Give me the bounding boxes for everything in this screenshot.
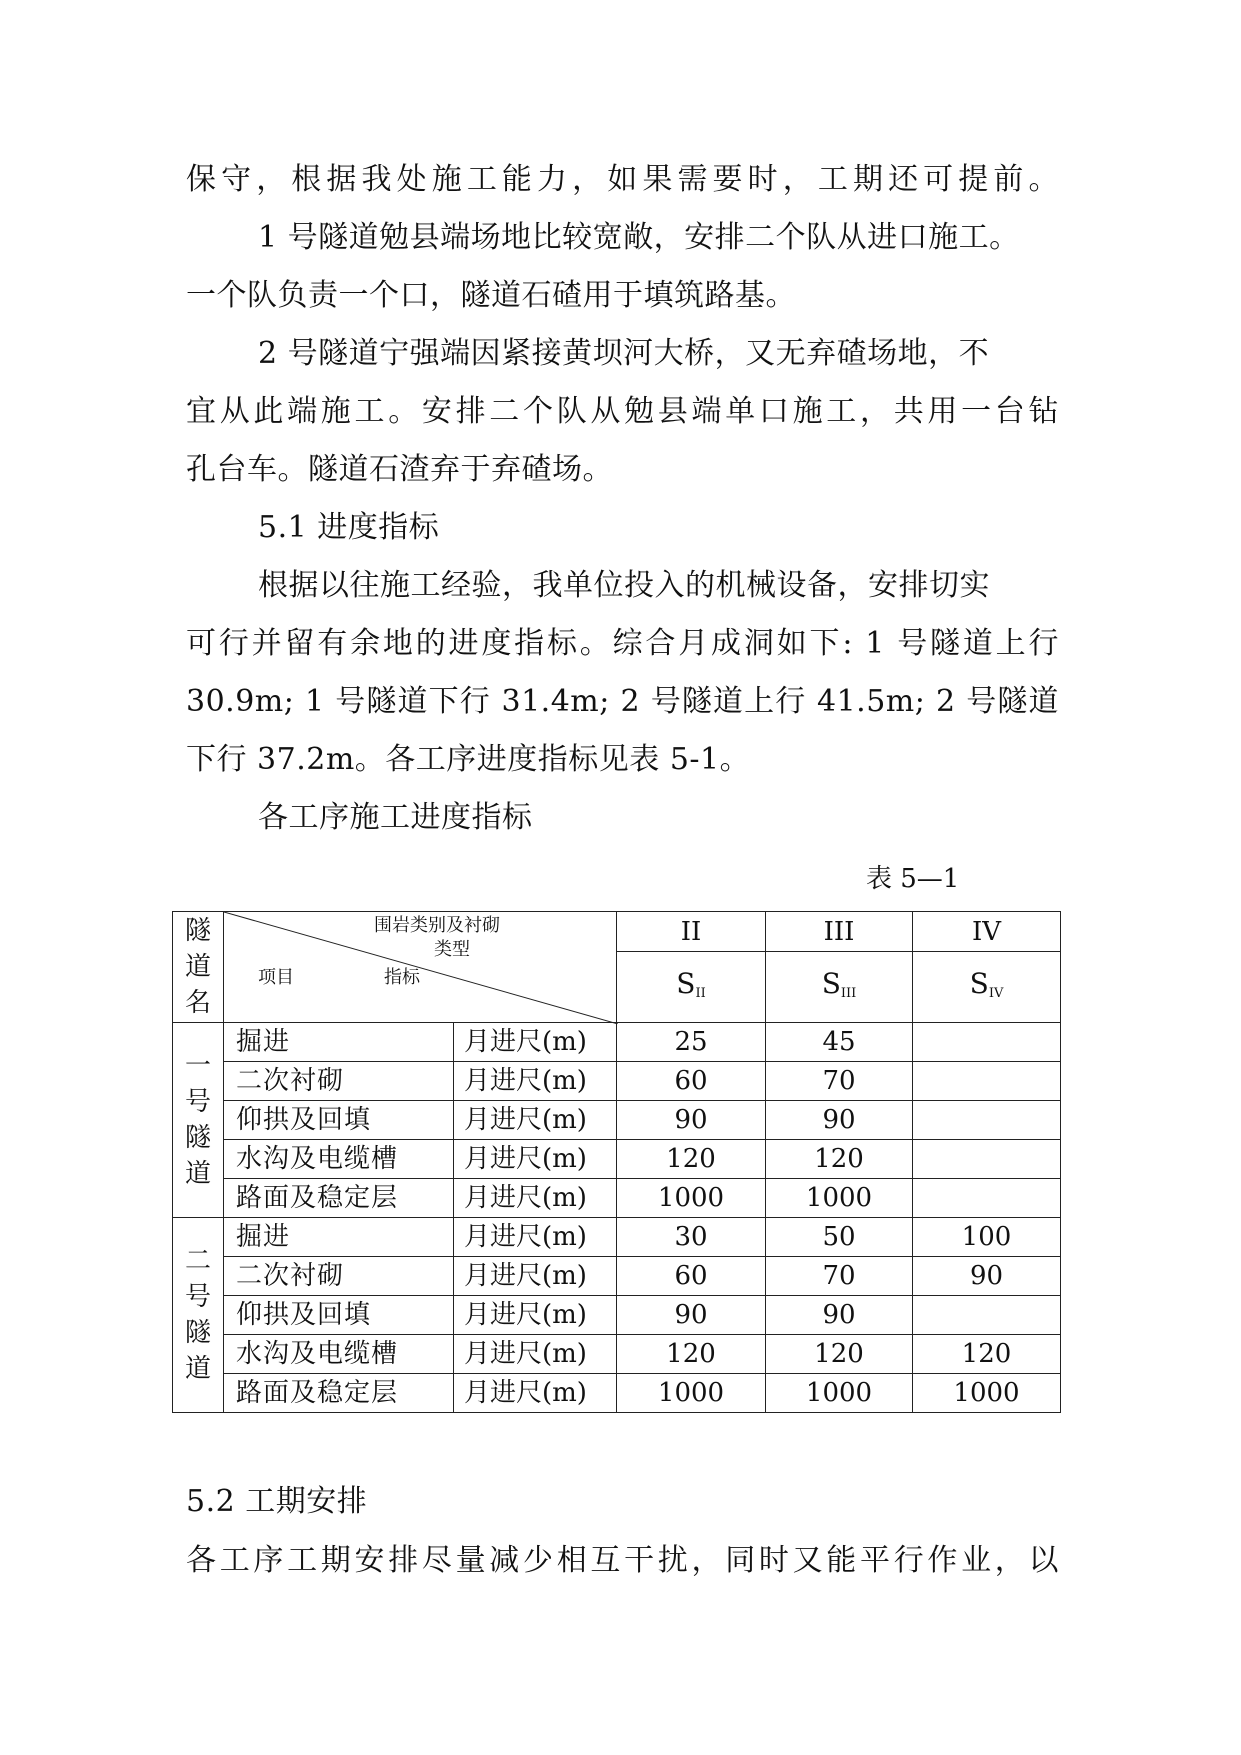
value-cell xyxy=(913,1140,1061,1179)
metric-cell: 月进尺(m) xyxy=(454,1023,617,1062)
table-row xyxy=(173,1374,1061,1413)
value-cell xyxy=(913,1023,1061,1062)
metric-cell: 月进尺(m) xyxy=(454,1335,617,1374)
value-cell xyxy=(913,1179,1061,1218)
value-cell: 25 xyxy=(617,1023,766,1062)
paragraph-line: 孔台车。隧道石渣弃于弃碴场。 xyxy=(186,452,613,487)
metric-cell: 月进尺(m) xyxy=(454,1218,617,1257)
paragraph-line: 30.9m; 1 号隧道下行 31.4m; 2 号隧道上行 41.5m; 2 号隧道 xyxy=(186,684,1059,719)
value-cell: 100 xyxy=(913,1218,1061,1257)
item-cell: 路面及稳定层 xyxy=(224,1374,454,1413)
metric-cell: 月进尺(m) xyxy=(454,1296,617,1335)
item-cell: 仰拱及回填 xyxy=(224,1101,454,1140)
value-cell: 45 xyxy=(766,1023,913,1062)
value-cell: 90 xyxy=(617,1296,766,1335)
s-subscript: III xyxy=(840,986,857,1002)
category-label: 类型 xyxy=(434,939,470,960)
value-cell: 1000 xyxy=(617,1374,766,1413)
paragraph-line: 保守，根据我处施工能力，如果需要时，工期还可提前。 xyxy=(186,162,1059,197)
section-heading: 5.2 工期安排 xyxy=(186,1484,368,1519)
value-cell: 90 xyxy=(617,1101,766,1140)
item-cell: 水沟及电缆槽 xyxy=(224,1335,454,1374)
value-cell: 30 xyxy=(617,1218,766,1257)
lining-type-header xyxy=(913,952,1061,1023)
paragraph-line: 2 号隧道宁强端因紧接黄坝河大桥，又无弃碴场地，不 xyxy=(258,336,990,371)
value-cell: 90 xyxy=(766,1296,913,1335)
class-header: III xyxy=(766,912,913,952)
value-cell: 120 xyxy=(617,1335,766,1374)
table-row xyxy=(173,1062,1061,1101)
table-row xyxy=(173,1218,1061,1257)
value-cell: 70 xyxy=(766,1257,913,1296)
value-cell: 1000 xyxy=(766,1374,913,1413)
s-symbol: S xyxy=(676,967,696,1001)
value-cell: 1000 xyxy=(617,1179,766,1218)
paragraph-line: 下行 37.2m。各工序进度指标见表 5-1。 xyxy=(186,742,751,777)
s-subscript: II xyxy=(695,986,706,1002)
value-cell: 1000 xyxy=(913,1374,1061,1413)
metric-cell: 月进尺(m) xyxy=(454,1101,617,1140)
diagonal-header-cell xyxy=(224,912,617,1023)
tunnel-group-label: 一号隧道 xyxy=(173,1023,224,1218)
table-title: 各工序施工进度指标 xyxy=(258,800,533,835)
table-row xyxy=(173,1179,1061,1218)
table-header-row xyxy=(173,912,1061,952)
table-row xyxy=(173,1023,1061,1062)
value-cell xyxy=(913,1062,1061,1101)
metric-cell: 月进尺(m) xyxy=(454,1257,617,1296)
item-cell: 二次衬砌 xyxy=(224,1062,454,1101)
class-header: II xyxy=(617,912,766,952)
value-cell xyxy=(913,1101,1061,1140)
paragraph-line: 可行并留有余地的进度指标。综合月成洞如下: 1 号隧道上行 xyxy=(186,626,1059,661)
class-header: IV xyxy=(913,912,1061,952)
table-row xyxy=(173,1101,1061,1140)
value-cell: 120 xyxy=(913,1335,1061,1374)
paragraph-line: 一个队负责一个口，隧道石碴用于填筑路基。 xyxy=(186,278,796,313)
metric-label: 指标 xyxy=(384,967,420,988)
table-row xyxy=(173,1335,1061,1374)
value-cell: 60 xyxy=(617,1257,766,1296)
item-cell: 掘进 xyxy=(224,1218,454,1257)
value-cell: 120 xyxy=(766,1335,913,1374)
value-cell xyxy=(913,1296,1061,1335)
metric-cell: 月进尺(m) xyxy=(454,1374,617,1413)
lining-type-header xyxy=(617,952,766,1023)
table-number: 表 5—1 xyxy=(866,864,960,894)
item-cell: 水沟及电缆槽 xyxy=(224,1140,454,1179)
value-cell: 120 xyxy=(617,1140,766,1179)
table-row xyxy=(173,1140,1061,1179)
item-cell: 路面及稳定层 xyxy=(224,1179,454,1218)
value-cell: 120 xyxy=(766,1140,913,1179)
item-cell: 仰拱及回填 xyxy=(224,1296,454,1335)
metric-cell: 月进尺(m) xyxy=(454,1062,617,1101)
s-symbol: S xyxy=(821,967,841,1001)
value-cell: 90 xyxy=(766,1101,913,1140)
value-cell: 90 xyxy=(913,1257,1061,1296)
tunnel-name-header: 隧道名 xyxy=(173,912,224,1023)
table-row xyxy=(173,1257,1061,1296)
metric-cell: 月进尺(m) xyxy=(454,1179,617,1218)
paragraph-line: 各工序工期安排尽量减少相互干扰，同时又能平行作业，以 xyxy=(186,1543,1059,1578)
item-cell: 二次衬砌 xyxy=(224,1257,454,1296)
progress-table xyxy=(172,911,1061,1413)
item-cell: 掘进 xyxy=(224,1023,454,1062)
metric-cell: 月进尺(m) xyxy=(454,1140,617,1179)
lining-type-header xyxy=(766,952,913,1023)
tunnel-group-label: 二号隧道 xyxy=(173,1218,224,1413)
item-label: 项目 xyxy=(258,967,294,988)
section-heading: 5.1 进度指标 xyxy=(258,510,440,545)
paragraph-line: 1 号隧道勉县端场地比较宽敞，安排二个队从进口施工。 xyxy=(258,220,1020,255)
value-cell: 70 xyxy=(766,1062,913,1101)
s-subscript: IV xyxy=(988,986,1004,1002)
s-symbol: S xyxy=(969,967,989,1001)
value-cell: 1000 xyxy=(766,1179,913,1218)
table-row xyxy=(173,1296,1061,1335)
paragraph-line: 根据以往施工经验，我单位投入的机械设备，安排切实 xyxy=(258,568,990,603)
paragraph-line: 宜从此端施工。安排二个队从勉县端单口施工，共用一台钻 xyxy=(186,394,1059,429)
value-cell: 60 xyxy=(617,1062,766,1101)
category-label: 围岩类别及衬砌 xyxy=(374,915,500,936)
value-cell: 50 xyxy=(766,1218,913,1257)
